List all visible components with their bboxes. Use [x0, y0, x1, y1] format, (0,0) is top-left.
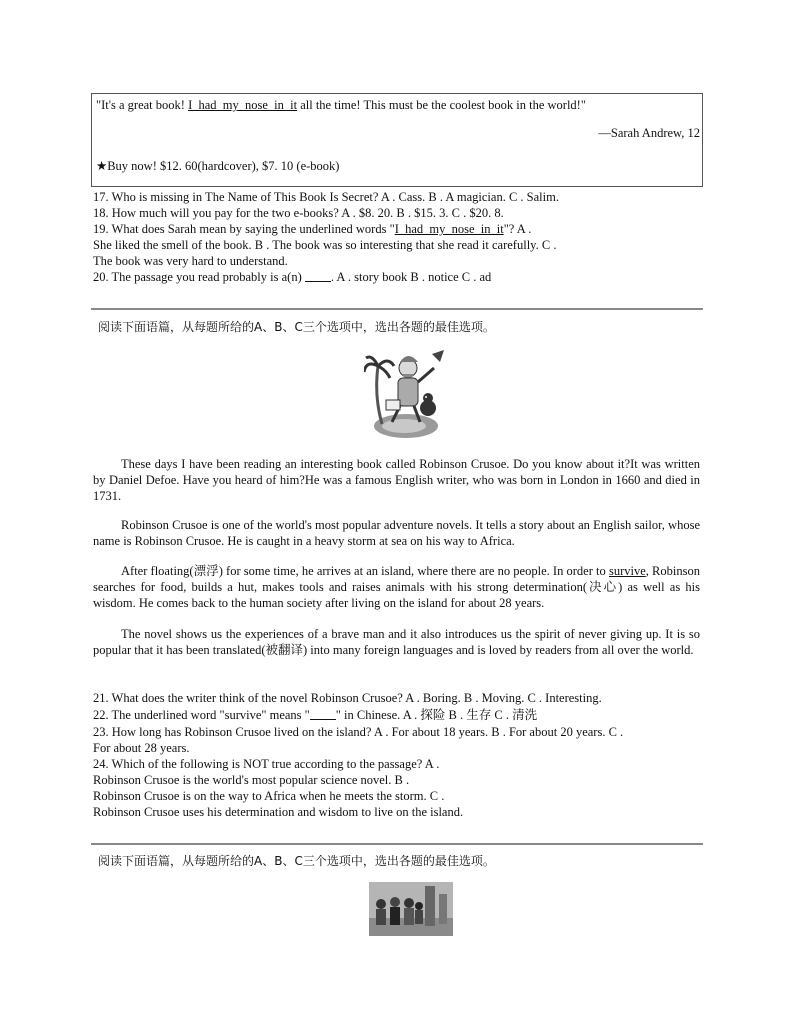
paragraph-text: Robinson Crusoe is one of the world's most popular adventure novels. It tells a story about an English sailor, whose name is Robinson Crusoe. He is caught in a heavy storm at sea on his way to Africa.	[93, 518, 700, 548]
question-24: 24. Which of the following is NOT true according to the passage? A .	[93, 757, 440, 771]
buy-now-line: ★Buy now! $12. 60(hardcover), $7. 10 (e-book)	[96, 159, 340, 173]
question-21: 21. What does the writer think of the novel Robinson Crusoe? A . Boring. B . Moving. C . Interesting.	[93, 691, 602, 705]
people-scene-illustration	[369, 882, 453, 936]
question-20	[93, 269, 491, 285]
quote-box	[91, 93, 703, 187]
section-divider	[91, 843, 703, 845]
question-24-line-3: Robinson Crusoe is on the way to Africa when he meets the storm. C .	[93, 789, 445, 803]
question-19	[93, 221, 531, 237]
passage-paragraph-3	[93, 563, 700, 611]
passage-paragraph-1	[93, 456, 700, 504]
question-19-text: 19. What does Sarah mean by saying the underlined words "	[93, 222, 395, 236]
paragraph-text: The novel shows us the experiences of a brave man and it also introduces us the spirit of never giving up. It is so popular that it has been translated(被翻译) into many foreign languages and is loved by readers from all over the world.	[93, 627, 700, 657]
review-quote	[96, 98, 586, 113]
answer-blank	[310, 707, 336, 720]
passage-paragraph-2	[93, 517, 700, 549]
question-24-line-2: Robinson Crusoe is the world's most popular science novel. B .	[93, 773, 410, 787]
paragraph-text	[93, 563, 700, 611]
underlined-word-survive: survive	[608, 564, 646, 578]
question-18: 18. How much will you pay for the two e-books? A . $8. 20. B . $15. 3. C . $20. 8.	[93, 206, 504, 220]
question-22-text: 22. The underlined word "survive" means "	[93, 708, 310, 722]
quote-text-before: "It's a great book!	[96, 98, 189, 112]
question-17: 17. Who is missing in The Name of This Book Is Secret? A . Cass. B . A magician. C . Salim.	[93, 190, 559, 204]
section-divider	[91, 308, 703, 310]
question-22	[93, 707, 537, 723]
question-19-line-2: She liked the smell of the book. B . The book was so interesting that she read it carefully. C .	[93, 238, 557, 252]
question-22-options: " in Chinese. A . 探险 B . 生存 C . 清洗	[335, 708, 538, 722]
paragraph-3-text-after: , Robinson searches for food, builds a hut, makes tools and raises animals with his strong determination(决心) as well as his wisdom. He comes back to the human society after living on the island for about 28 years.	[93, 564, 700, 610]
question-23: 23. How long has Robinson Crusoe lived on the island? A . For about 18 years. B . For about 20 years. C .	[93, 725, 624, 739]
question-19-underlined: I_had_my_nose_in_it	[394, 222, 504, 236]
quote-underlined-phrase: I_had_my_nose_in_it	[188, 98, 298, 112]
section-instruction: 阅读下面语篇，从每题所给的A、B、C三个选项中，选出各题的最佳选项。	[98, 320, 495, 334]
question-23-line-2: For about 28 years.	[93, 741, 190, 755]
question-20-options: . A . story book B . notice C . ad	[330, 270, 492, 284]
quote-author: —Sarah Andrew, 12	[598, 126, 700, 140]
section-instruction: 阅读下面语篇，从每题所给的A、B、C三个选项中，选出各题的最佳选项。	[98, 854, 495, 868]
paragraph-3-text-before: After floating(漂浮) for some time, he arrives at an island, where there are no people. In order to	[121, 564, 609, 578]
paragraph-text: These days I have been reading an interesting book called Robinson Crusoe. Do you know about it?It was written by Daniel Defoe. Have you heard of him?He was a famous English writer, who was born in London in 1660 and died in 1731.	[93, 457, 700, 503]
question-19-option-a: "? A .	[503, 222, 532, 236]
question-20-text: 20. The passage you read probably is a(n)	[93, 270, 305, 284]
question-19-line-3: The book was very hard to understand.	[93, 254, 288, 268]
quote-text-after: all the time! This must be the coolest book in the world!"	[297, 98, 586, 112]
question-24-line-4: Robinson Crusoe uses his determination and wisdom to live on the island.	[93, 805, 464, 819]
answer-blank	[305, 269, 331, 282]
passage-paragraph-4	[93, 626, 700, 658]
robinson-crusoe-illustration	[364, 346, 450, 442]
